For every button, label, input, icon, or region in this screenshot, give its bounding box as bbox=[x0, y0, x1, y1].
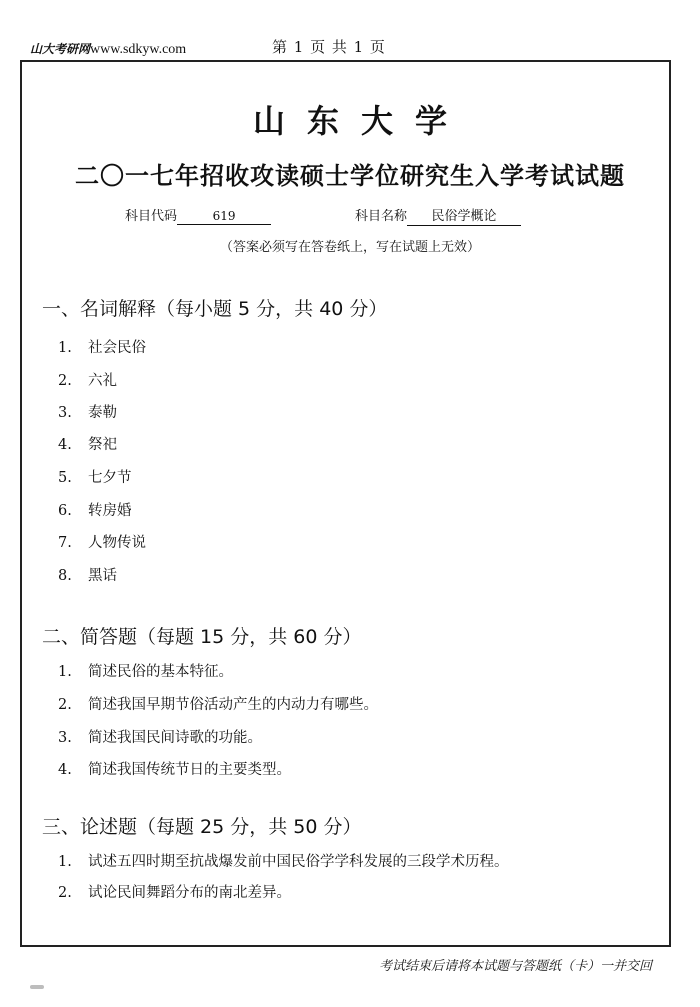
question-text: 试论民间舞蹈分布的南北差异。 bbox=[88, 885, 291, 901]
question-item bbox=[58, 660, 233, 681]
question-item bbox=[58, 499, 132, 520]
question-item bbox=[58, 693, 378, 714]
question-number: 1. bbox=[58, 664, 72, 680]
question-item bbox=[58, 401, 117, 422]
section-heading: 三、论述题（每题 25 分，共 50 分） bbox=[42, 816, 362, 838]
subject-code-label: 科目代码 bbox=[125, 209, 178, 224]
question-text: 泰勒 bbox=[88, 405, 117, 421]
question-number: 5. bbox=[58, 470, 72, 486]
question-number: 7. bbox=[58, 535, 72, 551]
site-header bbox=[30, 40, 186, 58]
question-item bbox=[58, 881, 291, 902]
question-number: 6. bbox=[58, 503, 72, 519]
question-number: 4. bbox=[58, 437, 72, 453]
section-heading: 二、简答题（每题 15 分，共 60 分） bbox=[42, 626, 362, 648]
university-title: 山东大学 bbox=[252, 102, 469, 140]
question-item bbox=[58, 726, 262, 747]
question-item bbox=[58, 433, 117, 454]
subject-name bbox=[355, 205, 521, 226]
question-number: 4. bbox=[58, 762, 72, 778]
site-url: www.sdkyw.com bbox=[90, 42, 187, 57]
question-text: 简述我国传统节日的主要类型。 bbox=[88, 762, 291, 778]
question-number: 2. bbox=[58, 697, 72, 713]
question-number: 2. bbox=[58, 373, 72, 389]
question-text: 简述我国民间诗歌的功能。 bbox=[88, 730, 262, 746]
subject-code bbox=[125, 205, 271, 225]
question-item bbox=[58, 336, 146, 357]
question-text: 简述民俗的基本特征。 bbox=[88, 664, 233, 680]
scan-speck bbox=[30, 985, 44, 989]
question-text: 简述我国早期节俗活动产生的内动力有哪些。 bbox=[88, 697, 378, 713]
footer-note: 考试结束后请将本试题与答题纸（卡）一并交回 bbox=[378, 959, 652, 974]
question-number: 2. bbox=[58, 885, 72, 901]
question-text: 社会民俗 bbox=[88, 340, 146, 356]
question-number: 1. bbox=[58, 854, 72, 870]
question-number: 3. bbox=[58, 730, 72, 746]
question-text: 祭祀 bbox=[88, 437, 117, 453]
question-item bbox=[58, 758, 291, 779]
question-text: 试述五四时期至抗战爆发前中国民俗学学科发展的三段学术历程。 bbox=[88, 854, 509, 870]
question-number: 3. bbox=[58, 405, 72, 421]
exam-title: 二〇一七年招收攻读硕士学位研究生入学考试试题 bbox=[75, 162, 625, 190]
subject-code-value: 619 bbox=[177, 209, 271, 225]
question-text: 转房婚 bbox=[88, 503, 132, 519]
question-text: 黑话 bbox=[88, 568, 117, 584]
answer-notice: （答案必须写在答卷纸上，写在试题上无效） bbox=[219, 240, 480, 255]
question-item bbox=[58, 564, 117, 585]
site-name: 山大考研网 bbox=[30, 42, 91, 56]
question-text: 人物传说 bbox=[88, 535, 146, 551]
subject-name-label: 科目名称 bbox=[355, 209, 408, 224]
question-item bbox=[58, 531, 146, 552]
question-item bbox=[58, 369, 117, 390]
question-text: 七夕节 bbox=[88, 470, 132, 486]
subject-name-value: 民俗学概论 bbox=[407, 205, 521, 226]
question-text: 六礼 bbox=[88, 373, 117, 389]
question-number: 1. bbox=[58, 340, 72, 356]
page-number: 第 1 页 共 1 页 bbox=[272, 38, 386, 56]
question-number: 8. bbox=[58, 568, 72, 584]
section-heading: 一、名词解释（每小题 5 分，共 40 分） bbox=[42, 298, 388, 320]
question-item bbox=[58, 850, 509, 871]
question-item bbox=[58, 466, 132, 487]
